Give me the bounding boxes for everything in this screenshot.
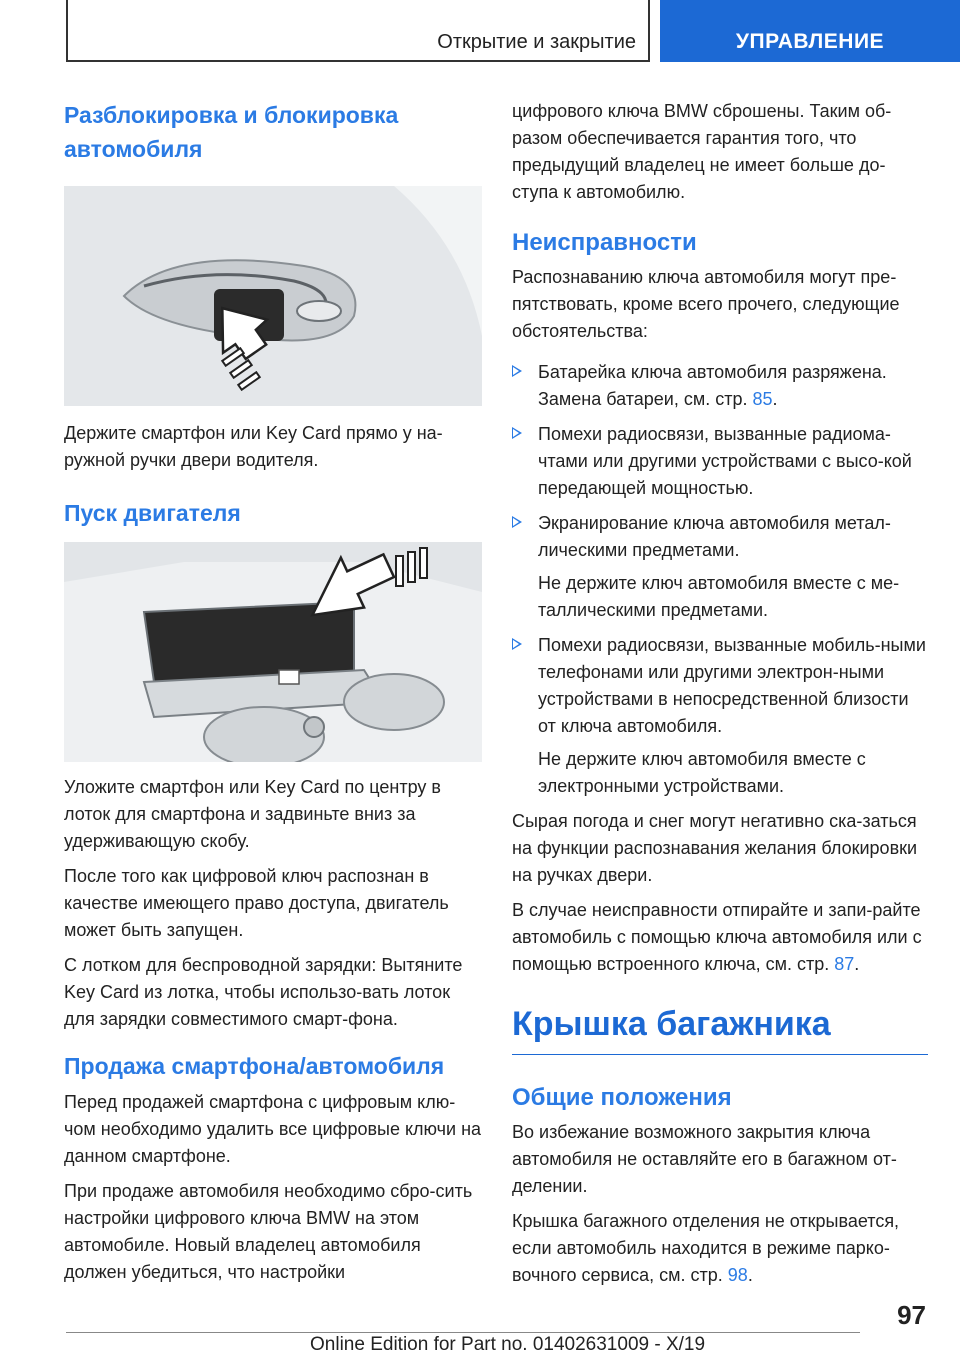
paragraph-sale-1: Перед продажей смартфона с цифровым клю-чом необходимо удалить все цифровые ключи на данном смартфоне. [64, 1092, 482, 1166]
paragraph-general-2: Крышка багажного отделения не открывается, если автомобиль находится в режиме парко-вочного сервиса, см. стр. 98. [512, 1211, 900, 1285]
chapter-tab[interactable]: УПРАВЛЕНИЕ [660, 0, 960, 62]
fault-list-continued [512, 632, 928, 740]
paragraph-weather: Сырая погода и снег могут негативно ска-заться на функции распознавания желания блокировки на ручках двери. [512, 811, 918, 885]
list-item: Помехи радиосвязи, вызванные мобиль-ными телефонами или другими электрон-ными устройствами в непосредственной близости от ключа автомобиля. [512, 632, 928, 740]
heading-start: Пуск двигателя [64, 500, 241, 526]
paragraph-start-2: После того как цифровой ключ распознан в качестве имеющего право доступа, двигатель может быть запущен. [64, 866, 449, 940]
page-link-98[interactable]: 98 [727, 1265, 748, 1285]
door-handle-icon [64, 186, 482, 406]
smartphone-tray-icon [64, 542, 482, 762]
footer-divider [66, 1332, 860, 1333]
heading-general: Общие положения [512, 1084, 732, 1111]
bullet-triangle-icon [512, 638, 522, 650]
paragraph-general-1: Во избежание возможного закрытия ключа автомобиля не оставляйте его в багажном от-делении. [512, 1122, 897, 1196]
paragraph-fault-action: В случае неисправности отпирайте и запи-райте автомобиль с помощью ключа автомобиля или с помощью встроенного ключа, см. стр. 87. [512, 900, 922, 974]
heading-faults: Неисправности [512, 229, 697, 256]
bullet-triangle-icon [512, 427, 522, 439]
bullet-triangle-icon [512, 516, 522, 528]
footer-edition: Online Edition for Part no. 01402631009 - X/19 [310, 1334, 706, 1355]
page-link-87[interactable]: 87 [834, 954, 855, 974]
list-subparagraph: Не держите ключ автомобиля вместе с ме-таллическими предметами. [538, 573, 900, 620]
fault-list [512, 359, 928, 564]
trunk-heading-block [512, 1002, 928, 1055]
paragraph-start-3: С лотком для беспроводной зарядки: Вытяните Key Card из лотка, чтобы использо-вать лоток для зарядки совместимого смарт-фона. [64, 955, 463, 1029]
paragraph-faults: Распознаванию ключа автомобиля могут пре-пятствовать, кроме всего прочего, следующие обстоятельства: [512, 267, 900, 341]
paragraph-unlock: Держите смартфон или Key Card прямо у на-ружной ручки двери водителя. [64, 423, 443, 470]
list-item: Экранирование ключа автомобиля метал-лическими предметами. [512, 510, 928, 564]
right-column [512, 98, 928, 1297]
heading-unlock: Разблокировка и блокировка автомобиля [64, 102, 399, 162]
door-handle-illustration [64, 186, 482, 406]
list-item: Батарейка ключа автомобиля разряжена. Замена батареи, см. стр. 85. [512, 359, 928, 413]
bullet-triangle-icon [512, 365, 522, 377]
page-number: 97 [897, 1300, 926, 1330]
paragraph-continued: цифрового ключа BMW сброшены. Таким об-разом обеспечивается гарантия того, что предыдущий владелец не имеет больше до-ступа к автомобилю. [512, 101, 892, 202]
left-column [64, 98, 482, 1294]
list-subparagraph: Не держите ключ автомобиля вместе с электронными устройствами. [538, 749, 866, 796]
heading-sale: Продажа смартфона/автомобиля [64, 1053, 445, 1079]
section-title: Открытие и закрытие [437, 31, 636, 53]
list-item: Помехи радиосвязи, вызванные радиома-чтами или другими устройствами с высо-кой передающей мощностью. [512, 421, 928, 502]
paragraph-start-1: Уложите смартфон или Key Card по центру в лоток для смартфона и задвиньте вниз за удерживающую скобу. [64, 777, 441, 851]
smartphone-tray-illustration [64, 542, 482, 762]
paragraph-sale-2: При продаже автомобиля необходимо сбро-сить настройки цифрового ключа BMW на этом автомобиле. Новый владелец автомобиля должен убедиться, что настройки [64, 1181, 473, 1282]
heading-trunk: Крышка багажника [512, 1005, 831, 1043]
page-link-85[interactable]: 85 [752, 389, 773, 409]
